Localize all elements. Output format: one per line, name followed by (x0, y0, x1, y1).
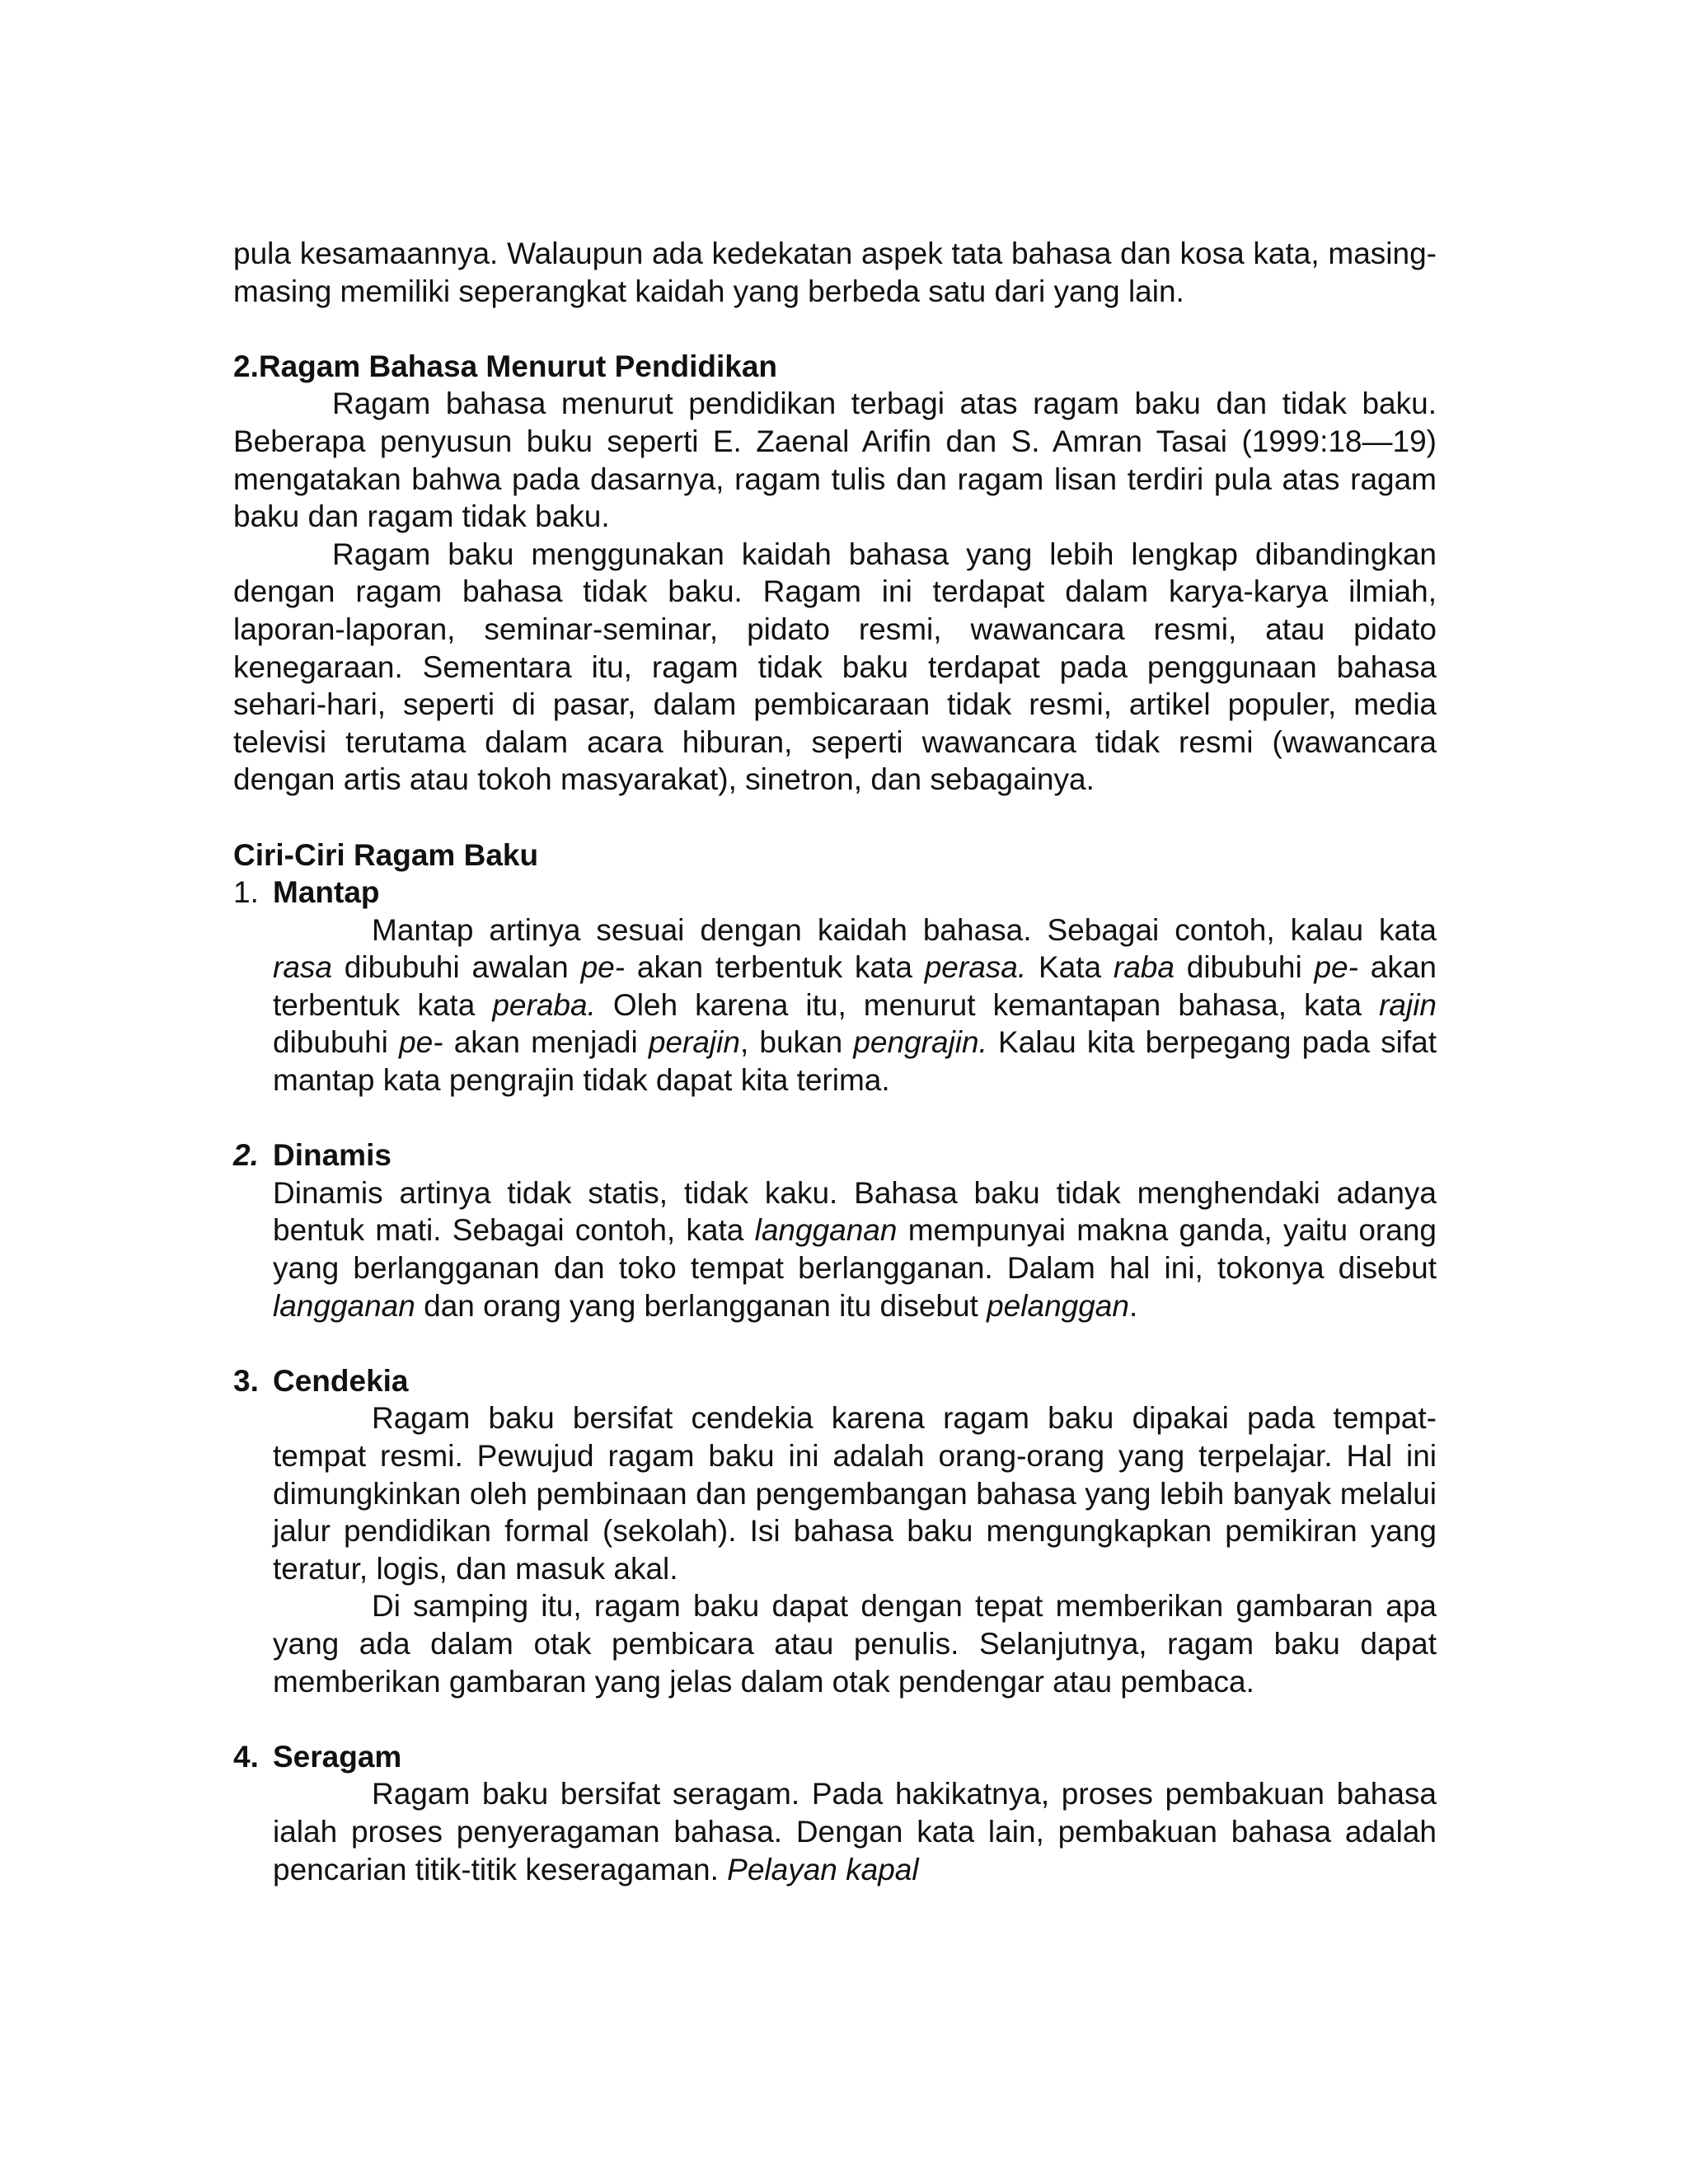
item-title: Cendekia (273, 1363, 409, 1398)
item-heading-dinamis (233, 1137, 1437, 1174)
paragraph-cendekia-1: Ragam baku bersifat cendekia karena ragam baku dipakai pada tempat-tempat resmi. Pewujud ragam baku ini adalah orang-orang yang terpelajar. Hal ini dimungkinkan oleh pembinaan dan pengembangan bahasa yang lebih banyak melalui jalur pendidikan formal (sekolah). Isi bahasa baku mengungkapkan pemikiran yang teratur, logis, dan masuk akal. (273, 1401, 1437, 1586)
document-body (233, 235, 1437, 1888)
paragraph-mantap: Mantap artinya sesuai dengan kaidah bahasa. Sebagai contoh, kalau kata rasa dibubuhi awalan pe- akan terbentuk kata perasa. Kata raba dibubuhi pe- akan terbentuk kata peraba. Oleh karena itu, menurut kemantapan bahasa, kata rajin dibubuhi pe- akan menjadi perajin, bukan pengrajin. Kalau kita berpegang pada sifat mantap kata pengrajin tidak dapat kita terima. (273, 912, 1437, 1098)
intro-paragraph: pula kesamaannya. Walaupun ada kedekatan aspek tata bahasa dan kosa kata, masing-masing memiliki seperangkat kaidah yang berbeda satu dari yang lain. (233, 237, 1437, 308)
section-heading-ciri: Ciri-Ciri Ragam Baku (233, 837, 539, 872)
item-heading-seragam (233, 1738, 1437, 1776)
paragraph-seragam: Ragam baku bersifat seragam. Pada hakikatnya, proses pembakuan bahasa ialah proses penyeragaman bahasa. Dengan kata lain, pembakuan bahasa adalah pencarian titik-titik keseragaman. Pelayan kapal (273, 1777, 1437, 1886)
item-number: 4. (233, 1739, 259, 1774)
section-heading-pendidikan: 2.Ragam Bahasa Menurut Pendidikan (233, 349, 778, 383)
item-title: Dinamis (273, 1138, 392, 1173)
paragraph-dinamis: Dinamis artinya tidak statis, tidak kaku. Bahasa baku tidak menghendaki adanya bentuk mati. Sebagai contoh, kata langganan mempunyai makna ganda, yaitu orang yang berlangganan dan toko tempat berlangganan. Dalam hal ini, tokonya disebut langganan dan orang yang berlangganan itu disebut pelanggan. (273, 1175, 1437, 1323)
paragraph-ragam-baku: Ragam baku menggunakan kaidah bahasa yang lebih lengkap dibandingkan dengan ragam bahasa tidak baku. Ragam ini terdapat dalam karya-karya ilmiah, laporan-laporan, seminar-seminar, pidato resmi, wawancara resmi, atau pidato kenegaraan. Sementara itu, ragam tidak baku terdapat pada penggunaan bahasa sehari-hari, seperti di pasar, dalam pembicaraan tidak resmi, artikel populer, media televisi terutama dalam acara hiburan, seperti wawancara tidak resmi (wawancara dengan artis atau tokoh masyarakat), sinetron, dan sebagainya. (233, 537, 1437, 797)
item-number: 1. (233, 875, 259, 910)
paragraph-cendekia-2: Di samping itu, ragam baku dapat dengan tepat memberikan gambaran apa yang ada dalam otak pembicara atau penulis. Selanjutnya, ragam baku dapat memberikan gambaran yang jelas dalam otak pendengar atau pembaca. (273, 1589, 1437, 1699)
item-title: Seragam (273, 1739, 402, 1774)
item-heading-mantap (233, 874, 1437, 912)
item-title: Mantap (273, 875, 380, 910)
paragraph-ragam-pendidikan: Ragam bahasa menurut pendidikan terbagi atas ragam baku dan tidak baku. Beberapa penyusun buku seperti E. Zaenal Arifin dan S. Amran Tasai (1999:18—19) mengatakan bahwa pada dasarnya, ragam tulis dan ragam lisan terdiri pula atas ragam baku dan ragam tidak baku. (233, 387, 1437, 534)
item-number: 3. (233, 1363, 259, 1398)
item-number: 2. (233, 1138, 259, 1173)
item-heading-cendekia (233, 1362, 1437, 1400)
